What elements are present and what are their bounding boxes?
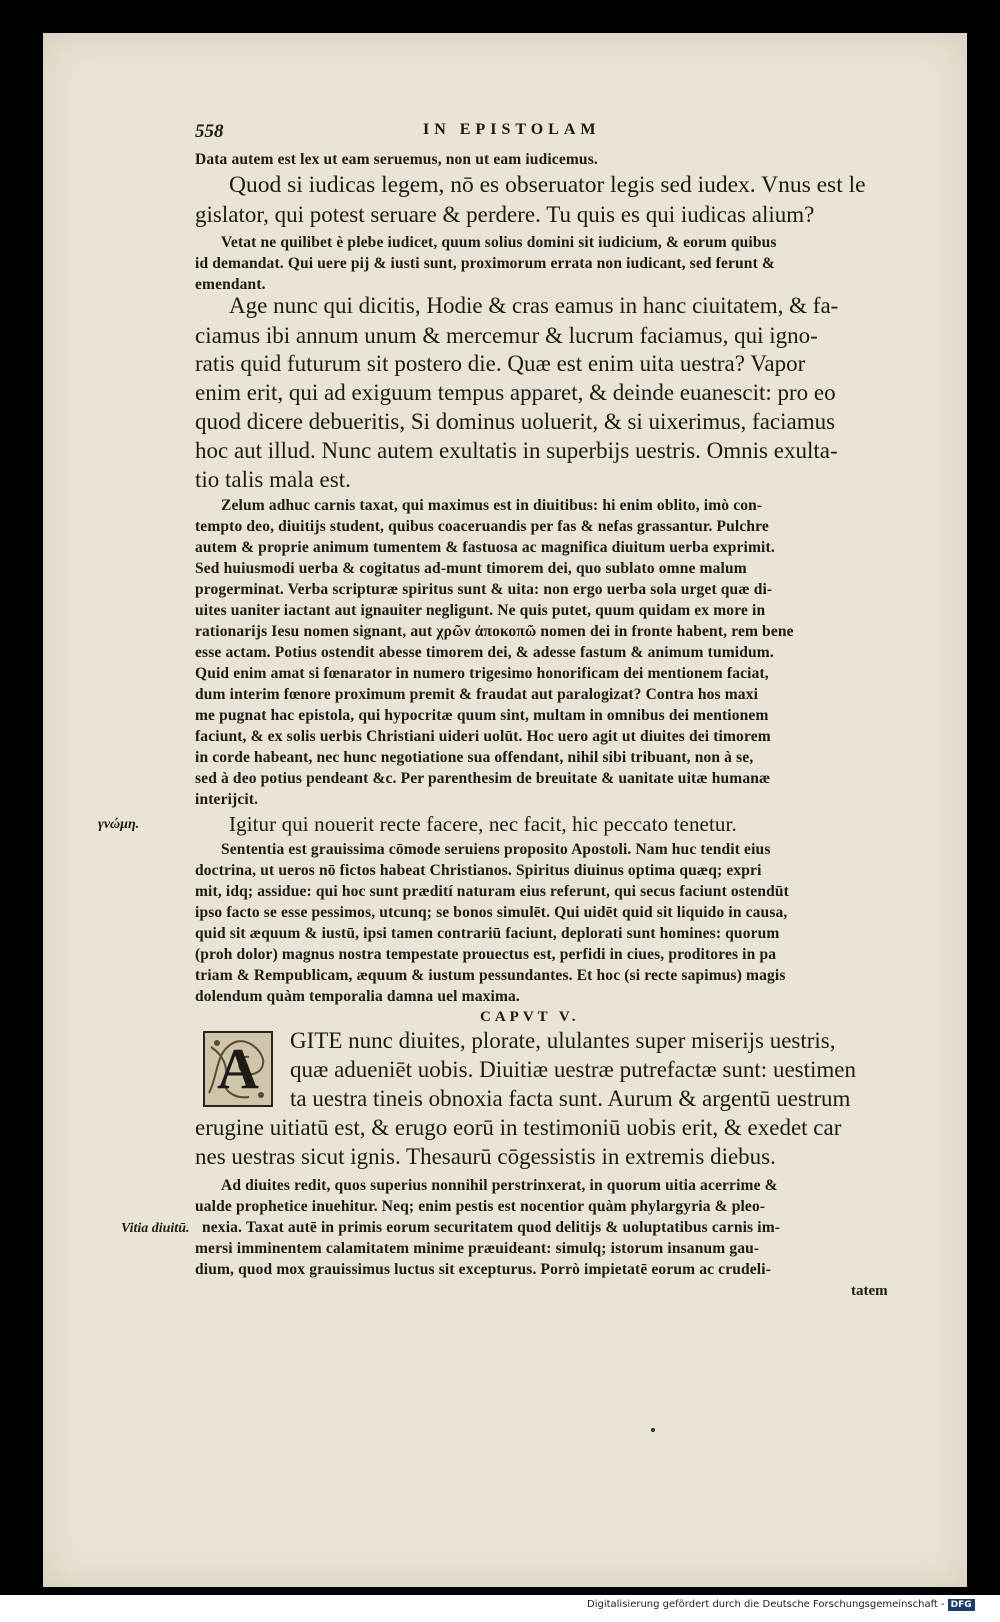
text-line: enim erit, qui ad exiguum tempus apparet, & deinde euanescit: pro eo (195, 380, 836, 405)
text-line: GITE nunc diuites, plorate, ululantes super miserijs uestris, (290, 1028, 836, 1053)
text-line: quod dicere debueritis, Si dominus uoluerit, & si uixerimus, faciamus (195, 409, 836, 434)
text-line: Data autem est lex ut eam seruemus, non ut eam iudicemus. (195, 151, 598, 168)
text-line: id demandat. Qui uere pij & iusti sunt, proximorum errata non iudicant, sed ferunt & (195, 255, 775, 272)
text-line: ipso facto se esse pessimos, utcunq; se bonos simulēt. Qui uidēt quid sit liquido in causa, (195, 904, 788, 921)
catchword: tatem (851, 1283, 888, 1299)
text-line: doctrina, ut ueros nō fictos habeat Christianos. Spiritus diuinus optima quæq; expri (195, 862, 762, 879)
page-header (195, 121, 907, 145)
text-line: triam & Rempublicam, æquum & iustum pessundantes. Et hoc (si recte sapimus) magis (195, 967, 786, 984)
text-line: ta uestra tineis obnoxia facta sunt. Aurum & argentū uestrum (290, 1086, 851, 1111)
text-line: uites uaniter iactant aut ignauiter negligunt. Ne quis putet, quum quidam ex more in (195, 602, 766, 619)
initial-letter: A (217, 1036, 259, 1101)
text-line: ualde prophetice inuehitur. Neq; enim pestis est nocentior quàm phylargyria & pleo- (195, 1198, 766, 1215)
paper-speck (651, 1428, 655, 1432)
text-line: tio talis mala est. (195, 467, 351, 492)
text-line: erugine uitiatū est, & erugo eorū in testimoniū uobis erit, & exedet car (195, 1115, 842, 1140)
page-number: 558 (195, 121, 224, 142)
text-line: me pugnat hac epistola, qui hypocritæ quum sint, multam in omnibus dei mentionem (195, 707, 769, 724)
text-line: tempto deo, diuitijs student, quibus coaceruandis per fas & nefas grassantur. Pulchre (195, 518, 769, 535)
book-page (43, 33, 967, 1587)
text-line: faciunt, & ex solis uerbis Christiani uideri uolūt. Hoc uero agit ut diuites dei timorem (195, 728, 771, 745)
text-line: Sed huiusmodi uerba & cogitatus ad-munt timorem dei, quo sublato omne malum (195, 560, 747, 577)
text-line: dum interim fœnore proximum premit & fraudat aut paralogizat? Contra hos maxi (195, 686, 759, 703)
text-line: ratis quid futurum sit postero die. Quæ est enim uita uestra? Vapor (195, 351, 806, 376)
text-line: esse actam. Potius ostendit abesse timorem dei, & adesse fastum & animum tumidum. (195, 644, 774, 661)
marginal-note-gnome: γνώμη. (98, 817, 140, 832)
dfg-logo: DFG (948, 1599, 975, 1611)
footer-credit (587, 1599, 975, 1611)
text-line: progerminat. Verba scripturæ spiritus sunt & uita: non ergo uerba sola urget quæ di- (195, 581, 773, 598)
text-line: ciamus ibi annum unum & mercemur & lucrum faciamus, qui igno- (195, 323, 818, 348)
running-head: IN EPISTOLAM (423, 121, 601, 138)
text-line: nes uestras sicut ignis. Thesaurū cōgessistis in extremis diebus. (195, 1144, 776, 1169)
chapter-heading: CAPVT V. (480, 1009, 580, 1025)
text-line: nexia. Taxat autē in primis eorum securitatem quod delitijs & uoluptatibus carnis im- (202, 1219, 781, 1236)
text-line: in corde habeant, nec hunc negotiatione sua offendant, nihil sibi tribuant, non à se, (195, 749, 754, 766)
text-line: (proh dolor) magnus nostra tempestate prouectus est, perfidi in ciues, proditores in pa (195, 946, 777, 963)
text-line: gislator, qui potest seruare & perdere. Tu quis es qui iudicas alium? (195, 202, 815, 227)
text-line: Age nunc qui dicitis, Hodie & cras eamus in hanc ciuitatem, & fa- (229, 293, 839, 318)
text-line: Zelum adhuc carnis taxat, qui maximus est in diuitibus: hi enim oblito, imò con- (221, 497, 763, 514)
text-line: rationarijs Iesu nomen signant, aut χρῶν ἀποκοπῶ nomen dei in fronte habent, rem bene (195, 623, 794, 640)
text-line: interijcit. (195, 791, 259, 808)
text-line: emendant. (195, 276, 266, 293)
text-line: Vetat ne quilibet è plebe iudicet, quum solius domini sit iudicium, & eorum quibus (221, 234, 777, 251)
marginal-note-vitia: Vitia diuitū. (121, 1221, 190, 1236)
text-line: mit, idq; assidue: qui hoc sunt prædití naturam eius referunt, qui secus faciunt ostendūt (195, 883, 789, 900)
text-line: quid sit æquum & iustū, ipsi tamen contrariū faciunt, deplorati sunt homines: quorum (195, 925, 780, 942)
text-line: hoc aut illud. Nunc autem exultatis in superbijs uestris. Omnis exulta- (195, 438, 838, 463)
text-line: Sententia est grauissima cōmode seruiens proposito Apostoli. Nam huc tendit eius (221, 841, 771, 858)
text-line: sed à deo potius pendeant &c. Per parenthesim de breuitate & uanitate uitæ humanæ (195, 770, 771, 787)
text-line: autem & proprie animum tumentem & fastuosa ac magnifica diuitum uerba exprimit. (195, 539, 775, 556)
text-line: Igitur qui nouerit recte facere, nec facit, hic peccato tenetur. (229, 812, 737, 836)
text-line: quæ adueniēt uobis. Diuitiæ uestræ putrefactæ sunt: uestimen (290, 1057, 856, 1082)
text-line: Ad diuites redit, quos superius nonnihil perstrinxerat, in quorum uitia acerrime & (221, 1177, 778, 1194)
decorated-initial (203, 1031, 273, 1107)
text-line: dolendum quàm temporalia damna uel maxima. (195, 988, 520, 1005)
footer-text: Digitalisierung gefördert durch die Deutsche Forschungsgemeinschaft - (587, 1599, 945, 1610)
text-line: mersi imminentem calamitatem minime præuideant: simulq; istorum insanum gau- (195, 1240, 760, 1257)
text-line: Quod si iudicas legem, nō es obseruator legis sed iudex. Vnus est le (229, 172, 866, 198)
text-line: dium, quod mox grauissimus luctus sit excepturus. Porrò impietatē eorum ac crudeli- (195, 1261, 772, 1278)
text-line: Quid enim amat si fœnarator in numero trigesimo honorificam dei mentionem faciat, (195, 665, 769, 682)
